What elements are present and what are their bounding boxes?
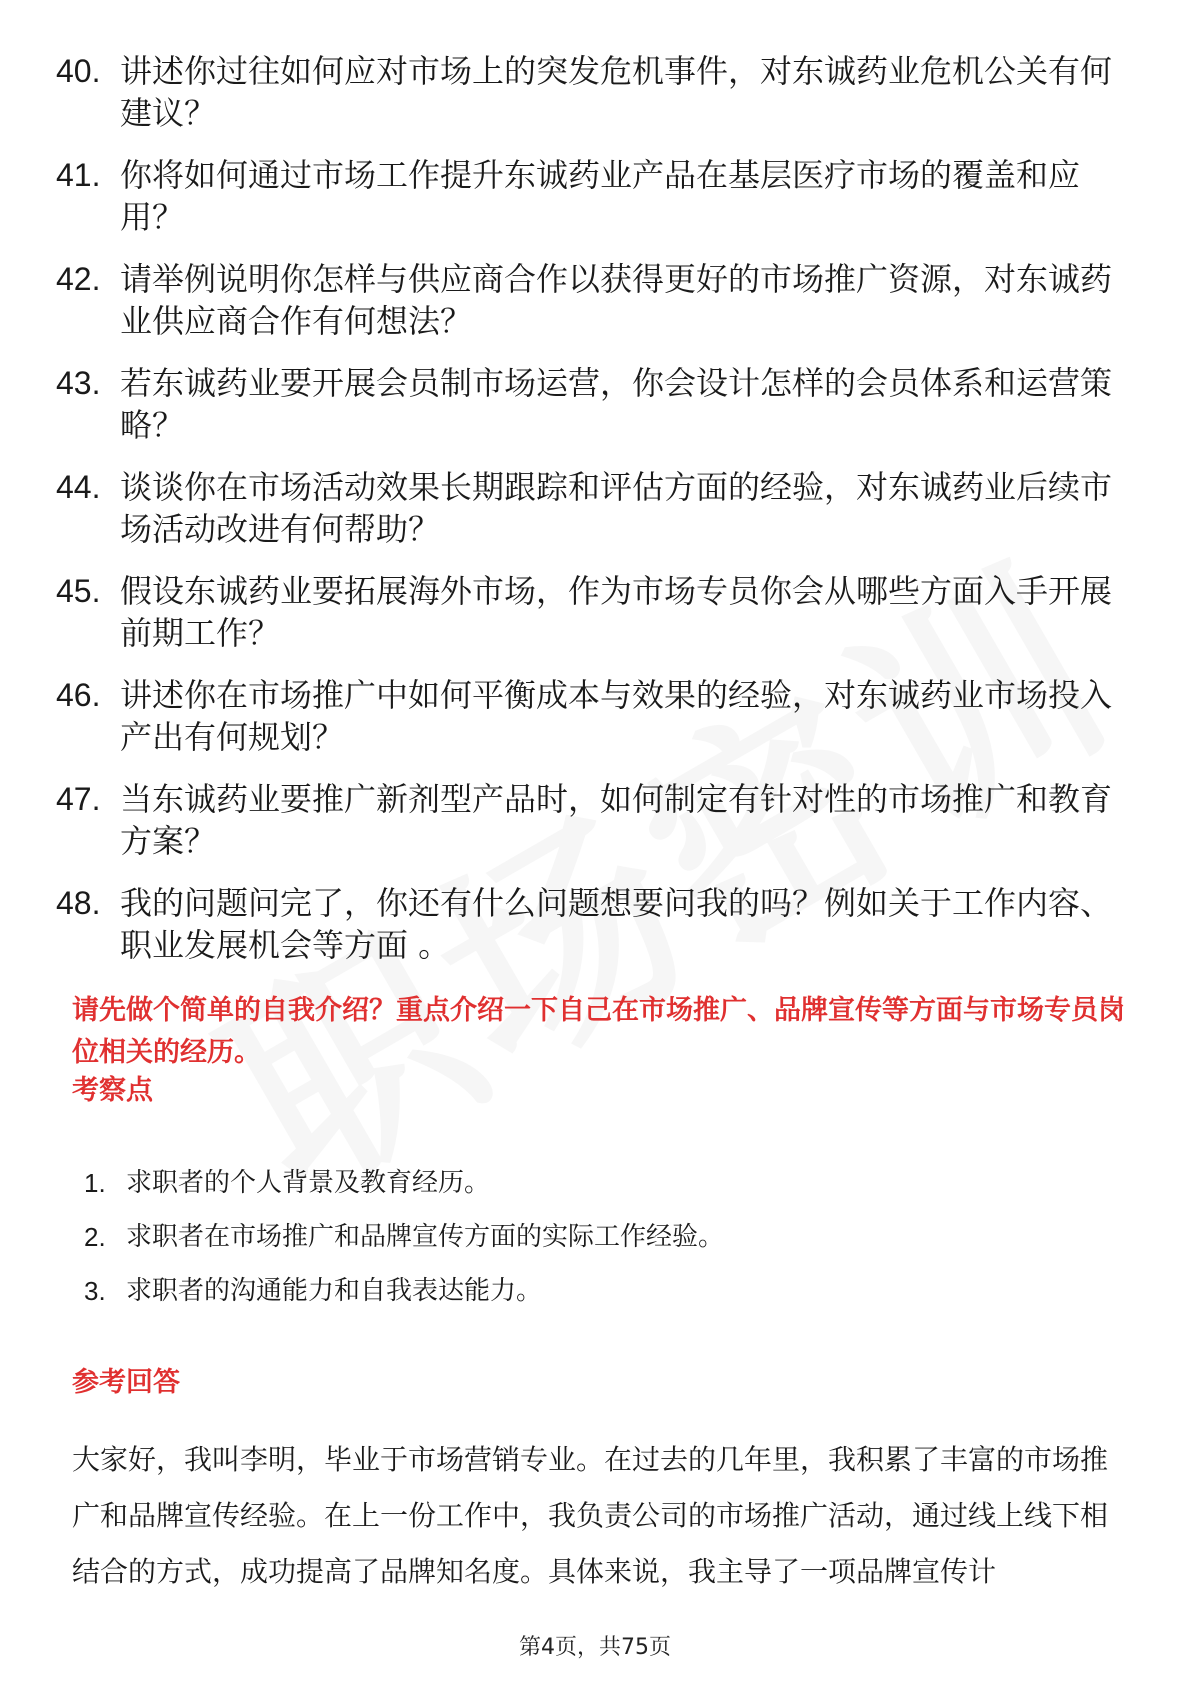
page-footer: 第4页，共75页 [519,1635,671,1660]
point-text: 求职者在市场推广和品牌宣传方面的实际工作经验。 [126,1222,725,1252]
answer-paragraph: 大家好，我叫李明，毕业于市场营销专业。在过去的几年里，我积累了丰富的市场推广和品牌宣传经验。在上一份工作中，我负责公司的市场推广活动，通过线上线下相结合的方式，成功提高了品牌知名度。具体来说，我主导了一项品牌宣传计 [72,1443,1109,1588]
focus-point [84,1273,724,1309]
question-text: 当东诚药业要推广新剂型产品时，如何制定有针对性的市场推广和教育方案？ [120,780,1113,860]
question-text: 请举例说明你怎样与供应商合作以获得更好的市场推广资源，对东诚药业供应商合作有何想法？ [120,260,1113,340]
point-number: 1. [84,1168,106,1198]
question-text: 讲述你过往如何应对市场上的突发危机事件，对东诚药业危机公关有何建议？ [120,52,1113,132]
question-number: 41. [56,157,101,193]
point-number: 2. [84,1222,106,1252]
question-text: 你将如何通过市场工作提升东诚药业产品在基层医疗市场的覆盖和应用？ [120,156,1081,236]
point-number: 3. [84,1276,106,1306]
question-item [56,258,1136,342]
question-number: 40. [56,53,101,89]
question-item [56,50,1136,134]
question-number: 43. [56,365,101,401]
question-text: 谈谈你在市场活动效果长期跟踪和评估方面的经验，对东诚药业后续市场活动改进有何帮助？ [120,468,1113,548]
question-number: 48. [56,885,101,921]
question-number: 47. [56,781,101,817]
question-item [56,674,1136,758]
point-text: 求职者的沟通能力和自我表达能力。 [126,1276,543,1306]
answer-heading: 参考回答 [72,1367,180,1398]
question-text: 我的问题问完了，你还有什么问题想要问我的吗？例如关于工作内容、职业发展机会等方面 。 [120,884,1113,964]
focus-point [84,1165,724,1201]
question-item [56,154,1136,238]
question-item [56,882,1136,966]
question-item [56,362,1136,446]
question-text: 若东诚药业要开展会员制市场运营，你会设计怎样的会员体系和运营策略？ [120,364,1113,444]
question-text: 讲述你在市场推广中如何平衡成本与效果的经验，对东诚药业市场投入产出有何规划？ [120,676,1113,756]
question-number: 45. [56,573,101,609]
question-item [56,466,1136,550]
question-number: 44. [56,469,101,505]
focus-point [84,1219,724,1255]
question-text: 假设东诚药业要拓展海外市场，作为市场专员你会从哪些方面入手开展前期工作？ [120,572,1113,652]
section-title: 请先做个简单的自我介绍？重点介绍一下自己在市场推广、品牌宣传等方面与市场专员岗位相关的经历。 [72,995,1125,1068]
focus-points-list [84,1165,724,1327]
focus-heading: 考察点 [72,1075,153,1106]
question-number: 42. [56,261,101,297]
question-list [56,50,1136,986]
question-item [56,570,1136,654]
question-number: 46. [56,677,101,713]
question-item [56,778,1136,862]
point-text: 求职者的个人背景及教育经历。 [126,1168,491,1198]
